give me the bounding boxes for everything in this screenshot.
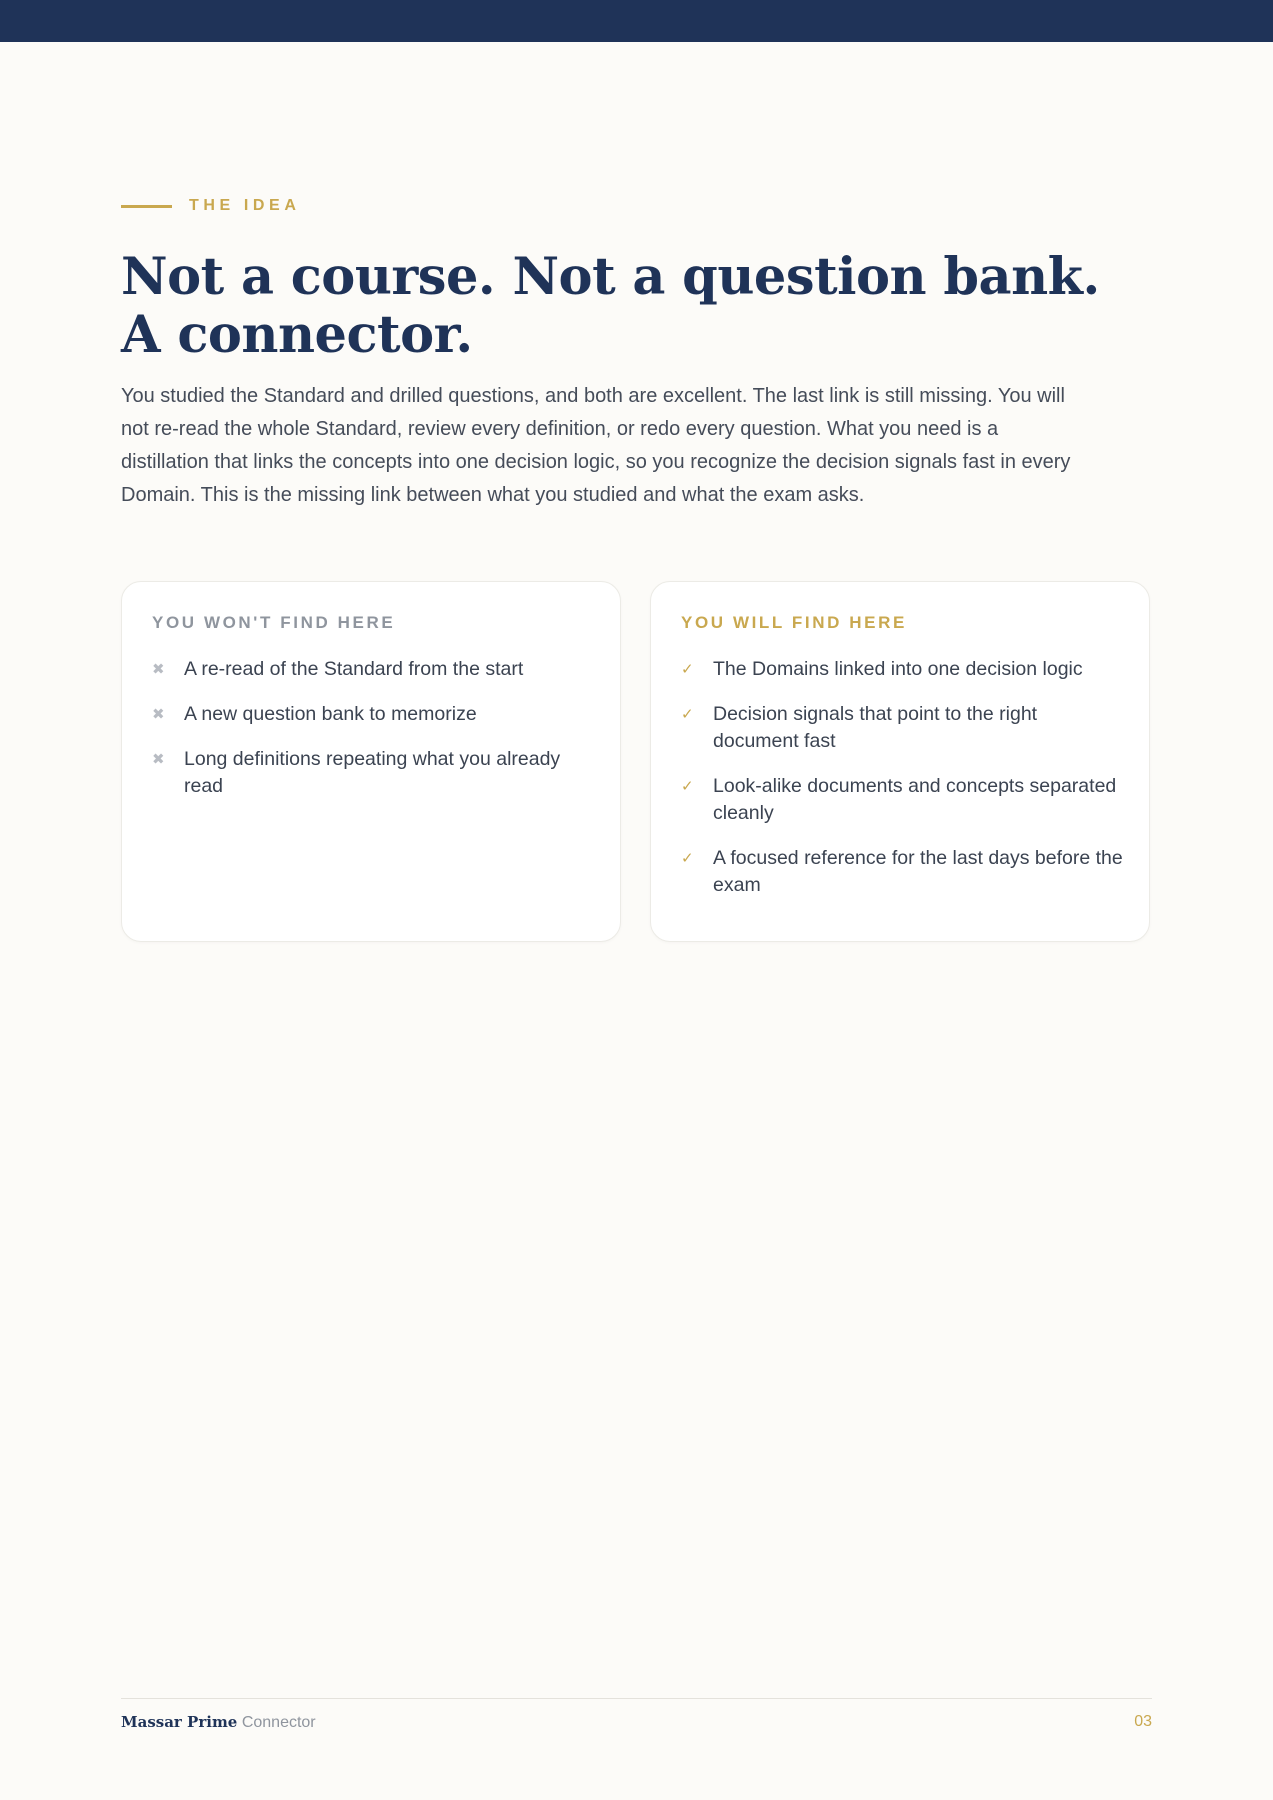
- x-icon: ✖: [152, 751, 165, 768]
- section-eyebrow: [121, 194, 300, 218]
- list-item: [681, 656, 1126, 683]
- list-item: [152, 701, 597, 728]
- wont-find-card: [121, 581, 621, 942]
- brand-name: Massar Prime: [121, 1713, 238, 1731]
- title-line-1: Not a course. Not a question bank.: [121, 247, 1100, 307]
- page-number: 03: [1134, 1713, 1152, 1730]
- wont-find-title: YOU WON'T FIND HERE: [152, 613, 396, 632]
- list-item: [152, 746, 597, 800]
- list-item-text: Long definitions repeating what you already read: [184, 748, 561, 797]
- top-bar: [0, 0, 1273, 42]
- footer-divider: [121, 1698, 1152, 1699]
- title-line-2: A connector.: [121, 305, 473, 365]
- list-item-text: A new question bank to memorize: [184, 703, 477, 725]
- x-icon: ✖: [152, 661, 165, 678]
- list-item-text: A focused reference for the last days before the exam: [713, 847, 1123, 896]
- list-item: [152, 656, 597, 683]
- list-item-text: The Domains linked into one decision logic: [713, 658, 1083, 680]
- will-find-title: YOU WILL FIND HERE: [681, 613, 907, 632]
- footer-brand: [121, 1711, 316, 1734]
- brand-product: Connector: [241, 1714, 316, 1731]
- wont-find-list: [152, 656, 597, 818]
- eyebrow-rule: [121, 205, 172, 208]
- list-item: [681, 773, 1126, 827]
- intro-paragraph: You studied the Standard and drilled questions, and both are excellent. The last link is still missing. You will not re-read the whole Standard, review every definition, or redo every question. What you need is a distillation that links the concepts into one decision logic, so you recognize the decision signals fast in every Domain. This is the missing link between what you studied and what the exam asks.: [121, 385, 1071, 506]
- page-title: [121, 248, 1121, 364]
- check-icon: ✓: [681, 778, 694, 795]
- will-find-card: [650, 581, 1150, 942]
- list-item: [681, 845, 1126, 899]
- will-find-list: [681, 656, 1126, 917]
- list-item: [681, 701, 1126, 755]
- check-icon: ✓: [681, 850, 694, 867]
- list-item-text: Decision signals that point to the right document fast: [713, 703, 1038, 752]
- eyebrow-label: THE IDEA: [189, 197, 301, 214]
- list-item-text: Look-alike documents and concepts separated cleanly: [713, 775, 1117, 824]
- check-icon: ✓: [681, 661, 694, 678]
- check-icon: ✓: [681, 706, 694, 723]
- list-item-text: A re-read of the Standard from the start: [184, 658, 524, 680]
- x-icon: ✖: [152, 706, 165, 723]
